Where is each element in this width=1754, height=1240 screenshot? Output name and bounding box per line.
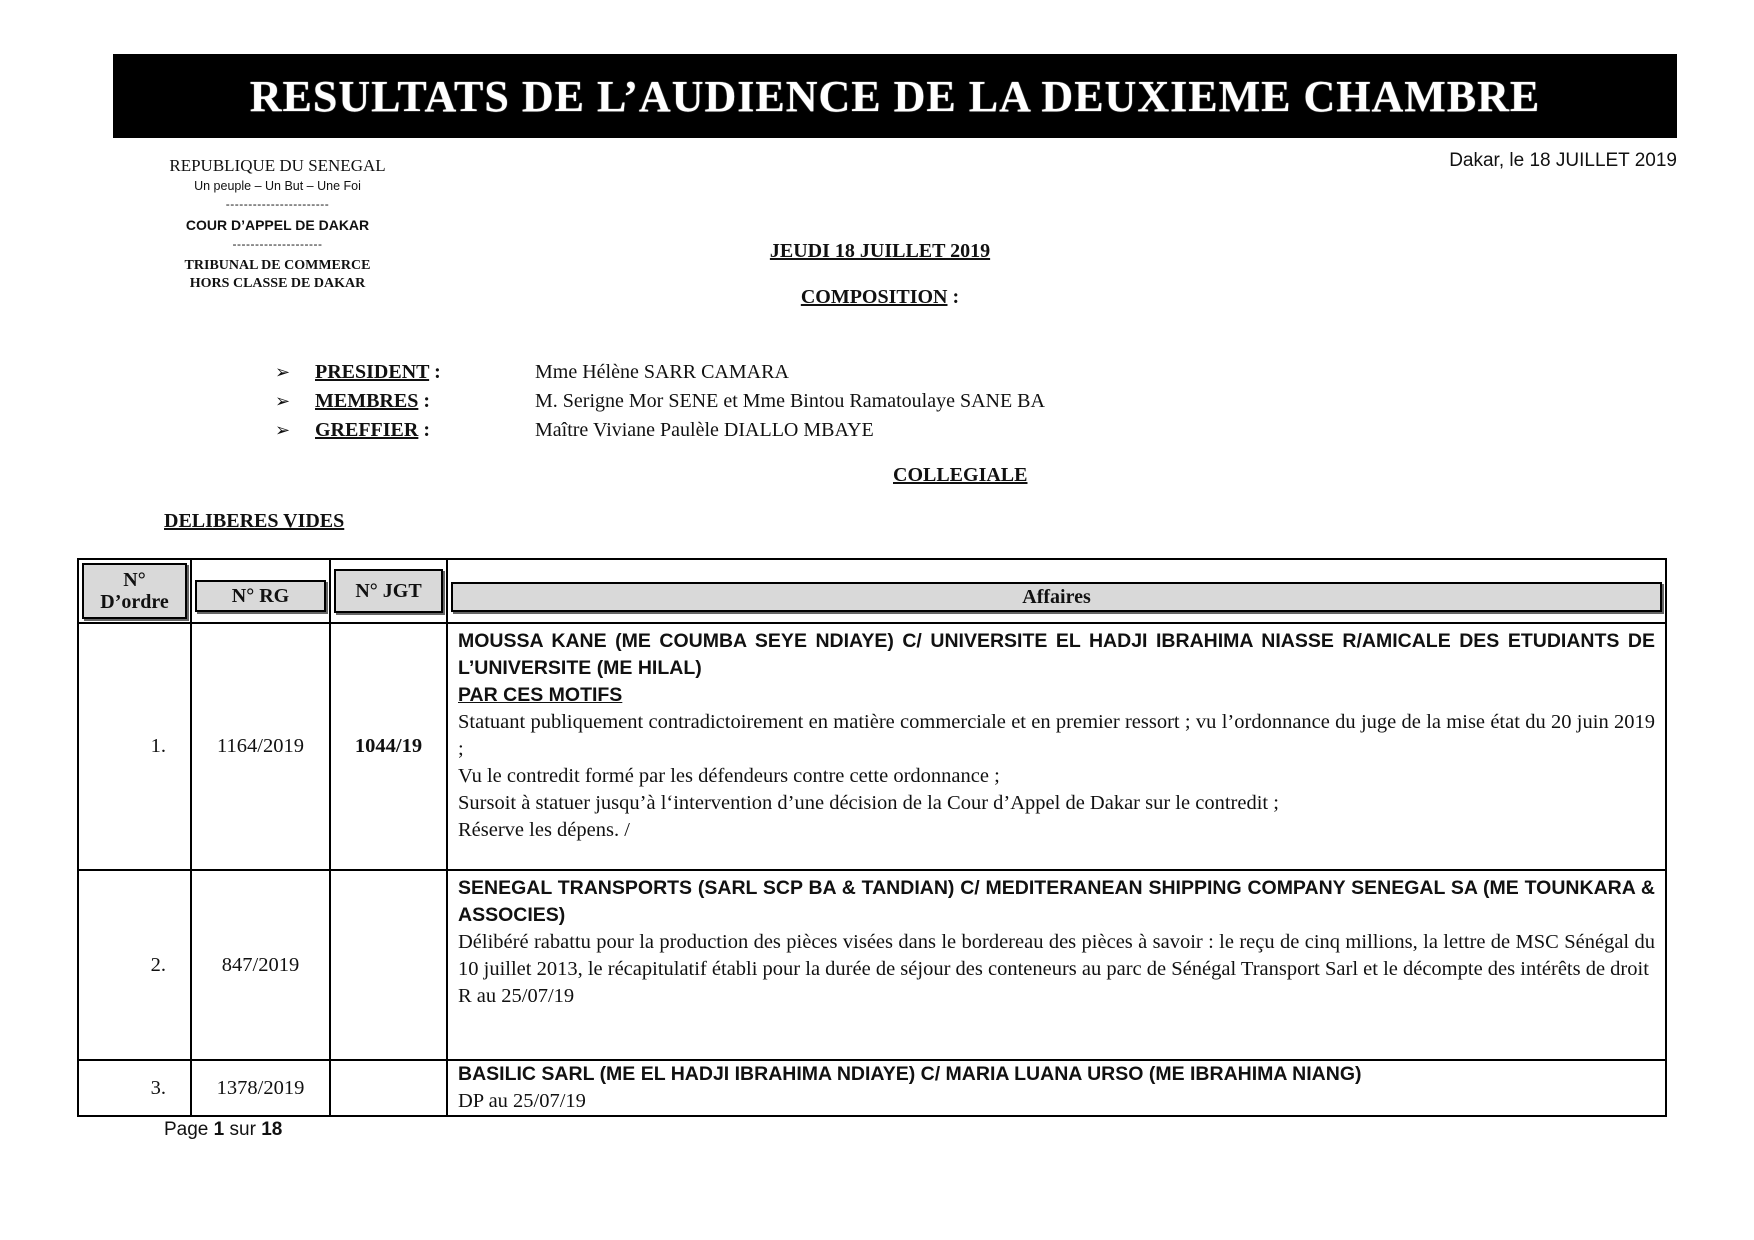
case-parties: BASILIC SARL (ME EL HADJI IBRAHIMA NDIAYE) C/ MARIA LUANA URSO (ME IBRAHIMA NIANG) [458, 1063, 1362, 1085]
composition-heading [700, 286, 1060, 309]
tribunal-line-1: TRIBUNAL DE COMMERCE [184, 258, 371, 273]
formation-label: COLLEGIALE [893, 464, 1028, 486]
letterhead [135, 156, 420, 293]
header-affaires: Affaires [451, 582, 1662, 612]
ruling-line: DP au 25/07/19 [458, 1090, 586, 1112]
table-row [78, 623, 1666, 870]
role-label: PRESIDENT [315, 361, 430, 383]
republic-name: REPUBLIQUE DU SENEGAL [169, 156, 386, 175]
page-number: Page 1 sur 18 [164, 1119, 283, 1140]
jgt-cell [330, 870, 447, 1060]
separator-1: ----------------------- [225, 197, 330, 211]
role-label: GREFFIER [315, 419, 419, 441]
composition-item: ➢ PRESIDENT : Mme Hélène SARR CAMARA [275, 361, 789, 383]
tribunal-name [135, 257, 420, 293]
composition-item: ➢ MEMBRES : M. Serigne Mor SENE et Mme Bintou Ramatoulaye SANE BA [275, 390, 1045, 412]
ruling-line: Vu le contredit formé par les défendeurs contre cette ordonnance ; [458, 765, 1000, 787]
page-title: RESULTATS DE L’AUDIENCE DE LA DEUXIEME CHAMBRE [249, 71, 1541, 121]
jgt-cell [330, 1060, 447, 1116]
dateline: Dakar, le 18 JUILLET 2019 [1449, 150, 1677, 171]
member-name: M. Serigne Mor SENE et Mme Bintou Ramatoulaye SANE BA [535, 390, 1045, 412]
hearing-date-text: JEUDI 18 JUILLET 2019 [769, 240, 991, 262]
table-row [78, 870, 1666, 1060]
arrow-bullet-icon: ➢ [275, 362, 291, 383]
order-cell: 2. [78, 870, 191, 1060]
rg-cell: 1164/2019 [191, 623, 330, 870]
member-name: Maître Viviane Paulèle DIALLO MBAYE [535, 419, 874, 441]
composition-list [275, 358, 1045, 445]
composition-label: COMPOSITION [800, 286, 948, 308]
affaire-cell [447, 870, 1666, 1060]
motifs-heading: PAR CES MOTIFS [458, 684, 623, 706]
table-header-row [78, 559, 1666, 623]
national-motto: Un peuple – Un But – Une Foi [194, 179, 361, 193]
ruling-line: Statuant publiquement contradictoirement en matière commerciale et en premier ressort ; vu l’ordonnance du juge de la mise état du 20 juin 2019 ; [458, 711, 1655, 760]
case-parties: MOUSSA KANE (ME COUMBA SEYE NDIAYE) C/ UNIVERSITE EL HADJI IBRAHIMA NIASSE R/AMICALE DES ETUDIANTS DE L’UNIVERSITE (ME HILAL) [458, 630, 1655, 679]
rg-cell: 1378/2019 [191, 1060, 330, 1116]
court-name: COUR D’APPEL DE DAKAR [185, 217, 370, 233]
title-banner [113, 54, 1677, 138]
composition-item: ➢ GREFFIER : Maître Viviane Paulèle DIALLO MBAYE [275, 419, 874, 441]
ruling-line: Délibéré rabattu pour la production des pièces visées dans le bordereau des pièces à savoir : le reçu de cinq millions, la lettre de MSC Sénégal du 10 juillet 2013, le récapitulatif établi pour la durée de séjour des conteneurs au parc de Sénégal Transport Sarl et le décompte des intérêts de droit [458, 931, 1655, 980]
ruling-line: Réserve les dépens. / [458, 819, 630, 841]
hearing-date [700, 240, 1060, 263]
header-rg: N° RG [195, 580, 326, 612]
total-pages: 18 [261, 1119, 283, 1140]
member-name: Mme Hélène SARR CAMARA [535, 361, 789, 383]
header-order: N° D’ordre [82, 563, 187, 619]
order-cell: 1. [78, 623, 191, 870]
ruling-line: Sursoit à statuer jusqu’à l‘intervention d’une décision de la Cour d’Appel de Dakar sur le contredit ; [458, 792, 1279, 814]
results-table [77, 558, 1667, 1117]
ruling-line: R au 25/07/19 [458, 985, 575, 1007]
order-cell: 3. [78, 1060, 191, 1116]
affaire-cell [447, 623, 1666, 870]
separator-2: -------------------- [232, 237, 323, 251]
arrow-bullet-icon: ➢ [275, 420, 291, 441]
affaire-cell [447, 1060, 1666, 1116]
tribunal-line-2: HORS CLASSE DE DAKAR [189, 276, 366, 291]
case-parties: SENEGAL TRANSPORTS (SARL SCP BA & TANDIAN) C/ MEDITERANEAN SHIPPING COMPANY SENEGAL SA (ME TOUNKARA & ASSOCIES) [458, 877, 1655, 926]
rg-cell: 847/2019 [191, 870, 330, 1060]
arrow-bullet-icon: ➢ [275, 391, 291, 412]
section-title: DELIBERES VIDES [164, 510, 345, 532]
role-label: MEMBRES [315, 390, 419, 412]
table-row [78, 1060, 1666, 1116]
current-page: 1 [213, 1119, 225, 1140]
header-jgt: N° JGT [334, 569, 443, 613]
jgt-cell: 1044/19 [330, 623, 447, 870]
composition-colon: : [947, 286, 960, 308]
